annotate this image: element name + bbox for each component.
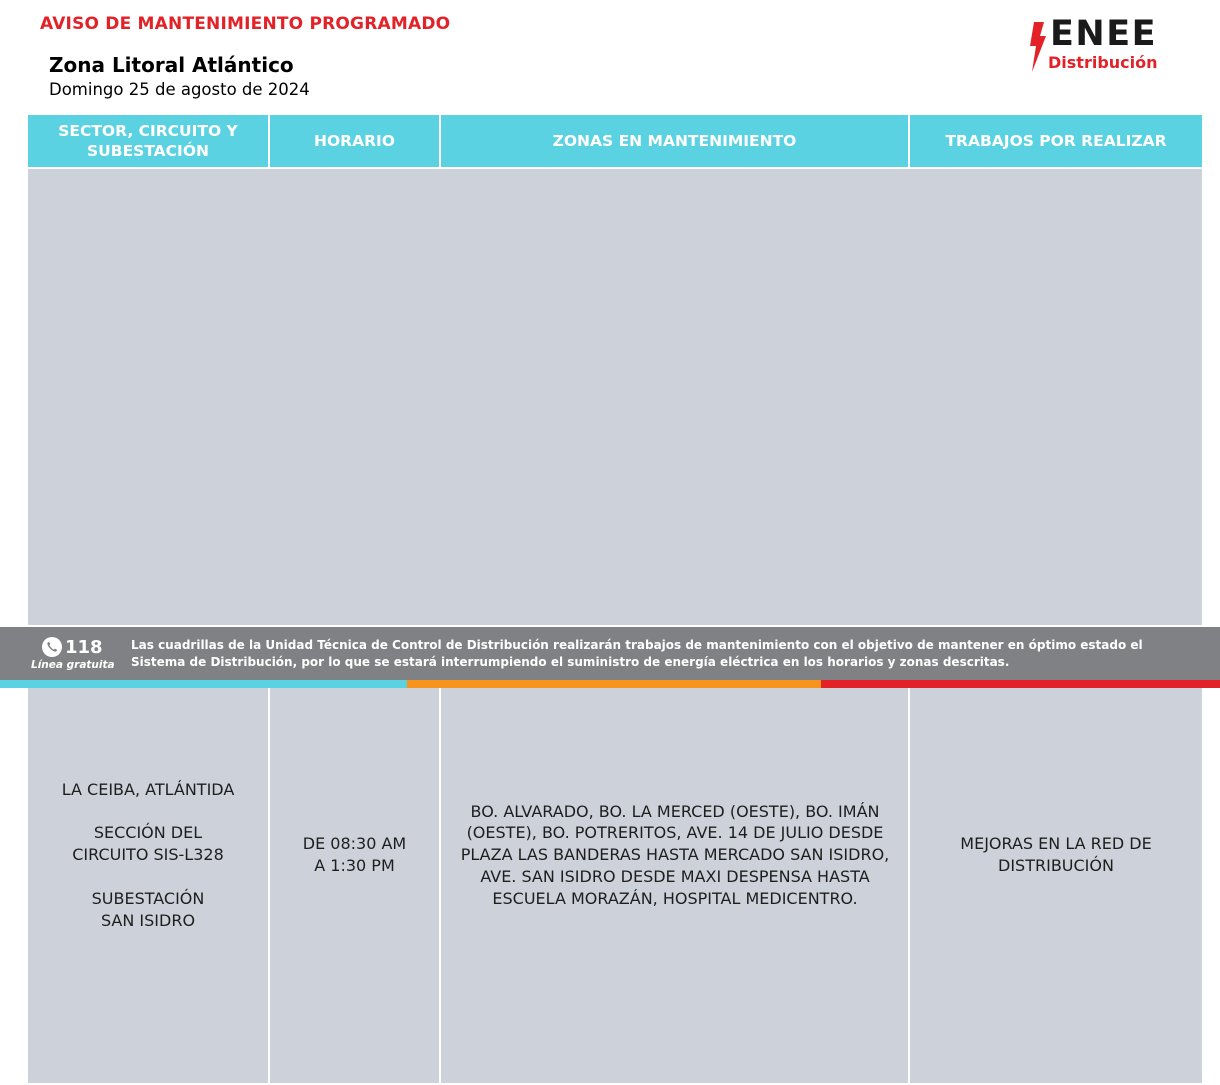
section-line2: CIRCUITO SIS-L328: [72, 845, 224, 865]
stripe-red: [821, 680, 1220, 688]
table-header-row: [28, 115, 1202, 167]
hotline-label: Línea gratuita: [31, 659, 115, 671]
sector-city: LA CEIBA, ATLÁNTIDA: [61, 779, 235, 799]
logo-name: ENEE: [1050, 14, 1158, 54]
schedule-line1: DE 08:30 AM: [302, 834, 407, 854]
phone-icon: [42, 637, 62, 657]
cell-works: MEJORAS EN LA RED DE DISTRIBUCIÓN: [910, 627, 1202, 1083]
substation-line2: SAN ISIDRO: [100, 910, 196, 930]
zone-title: Zona Litoral Atlántico: [49, 53, 294, 77]
enee-lightning-mark-icon: [1028, 22, 1048, 72]
substation-line1: SUBESTACIÓN: [91, 888, 205, 908]
stripe-orange: [407, 680, 821, 688]
header-works: TRABAJOS POR REALIZAR: [910, 115, 1202, 167]
header-zones: ZONAS EN MANTENIMIENTO: [441, 115, 908, 167]
section-line1: SECCIÓN DEL: [93, 823, 203, 843]
logo-subtitle: Distribución: [1048, 53, 1158, 72]
maintenance-table: [26, 113, 1204, 1085]
cell-sector: [28, 627, 268, 1083]
cell-schedule: [270, 627, 439, 1083]
hotline[interactable]: [30, 637, 115, 673]
footer-bar: [0, 627, 1220, 680]
header-schedule: HORARIO: [270, 115, 439, 167]
hotline-number: 118: [65, 637, 103, 658]
enee-logo: [1026, 14, 1196, 74]
schedule-line2: A 1:30 PM: [314, 856, 395, 875]
stripe-cyan: [0, 680, 407, 688]
footer-notice-text: Las cuadrillas de la Unidad Técnica de Control de Distribución realizarán trabajos de mantenimiento con el objetivo de mantener en óptimo estado el Sistema de Distribución, por lo que se estará interrumpiendo el suministro de energía eléctrica en los horarios y zonas descritas.: [131, 638, 1143, 669]
table-row: [28, 627, 1202, 1083]
header-sector: SECTOR, CIRCUITO Y SUBESTACIÓN: [28, 115, 268, 167]
notice-title: AVISO DE MANTENIMIENTO PROGRAMADO: [40, 14, 451, 34]
date-line: Domingo 25 de agosto de 2024: [49, 80, 310, 99]
cell-zones: BO. ALVARADO, BO. LA MERCED (OESTE), BO. IMÁN (OESTE), BO. POTRERITOS, AVE. 14 DE JULIO DESDE PLAZA LAS BANDERAS HASTA MERCADO SAN ISIDRO, AVE. SAN ISIDRO DESDE MAXI DESPENSA HASTA ESCUELA MORAZÁN, HOSPITAL MEDICENTRO.: [441, 627, 908, 1083]
